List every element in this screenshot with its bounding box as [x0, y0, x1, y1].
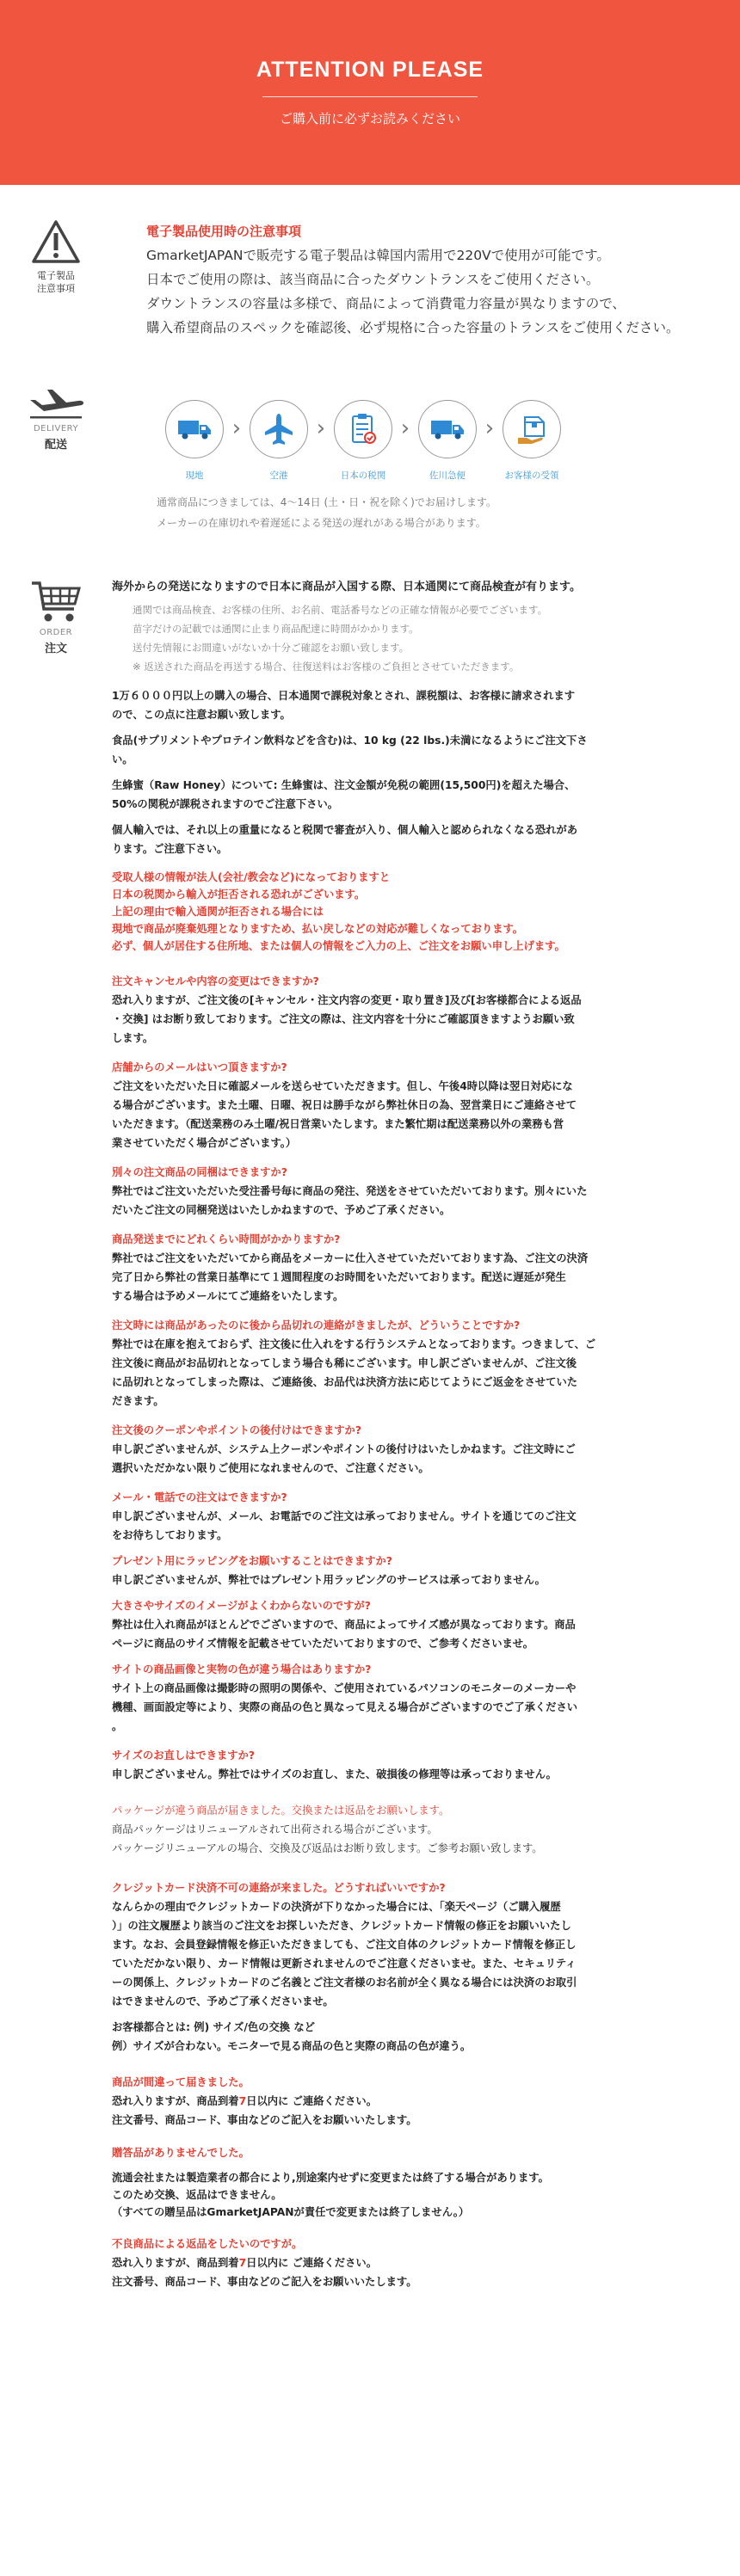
- faq-question: パッケージが違う商品が届きました。交換または返品をお願いします。: [112, 1804, 450, 1817]
- delivery-step-label: 佐川急便: [429, 470, 466, 481]
- faq-item: [112, 1552, 723, 1589]
- electrical-content: [112, 219, 740, 366]
- faq-question: サイズのお直しはできますか?: [112, 1749, 256, 1761]
- faq-question: 大きさやサイズのイメージがよくわからないのですが?: [112, 1600, 371, 1612]
- airplane-icon: [250, 400, 308, 458]
- faq-answer: 申し訳ございません。弊社ではサイズのお直し、また、破損後の修理等は承っておりません。: [112, 1768, 557, 1780]
- shopping-cart-icon: [29, 580, 83, 624]
- delivery-step: [413, 400, 482, 482]
- faq-item: [112, 1230, 723, 1306]
- faq-item-credit-card: [112, 1878, 723, 2056]
- order-intro: 海外からの発送になりますので日本に商品が入国する際、日本通関にて商品検査が有ります。: [112, 581, 581, 593]
- order-intro-notes: 通関では商品検査、お客様の住所、お名前、電話番号などの正確な情報が必要でございます。 苗字だけの記載では通関に止まり商品配達に時間がかかります。 送付先情報にお間違いがないか十分ご確認をお願い致します。 ※ 返送された商品を再送する場合、往復送料はお客様のご負担とさせていただきます。: [133, 604, 548, 673]
- faq-question: 不良商品による返品をしたいのですが。: [112, 2238, 303, 2250]
- truck-icon: [418, 400, 477, 458]
- faq-answer: 弊社ではご注文いただいた受注番号毎に商品の発注、発送をさせていただいております。別々にいた だいたご注文の同梱発送はいたしかねますので、予めご了承ください。: [112, 1185, 588, 1216]
- honey-note: 生蜂蜜（Raw Honey）について: 生蜂蜜は、注文金額が免税の範囲(15,500円)を超えた場合、 50%の関税が課税されますのでご注意下さい。: [112, 779, 576, 810]
- faq-answer: 注文番号、商品コード、事由などのご記入をお願いいたします。: [112, 2114, 417, 2126]
- faq-answer: なんらかの理由でクレジットカードの決済が下りなかった場合には、「楽天ページ（ご購入履歴 ）」の注文履歴より該当のご注文をお探しいただき、クレジットカード情報の修正をお願いいたし ます。なお、会員登録情報を修正いただきましても、ご注文自体のクレジットカード情報を修正し ていただかない限り、カード情報は更新されませんのでご注意くださいませ。また、セキュリティ ーの関係上、クレジットカードのご名義とご注文者様のお名前が全く異なる場合には決済のお取引 はできませんので、予めご了承くださいませ。: [112, 1901, 577, 2007]
- faq-answer: 注文番号、商品コード、事由などのご記入をお願いいたします。: [112, 2276, 417, 2288]
- faq-item-no-gift: [112, 2143, 723, 2221]
- faq-answer: 申し訳ございませんが、弊社ではプレゼント用ラッピングのサービスは承っておりません。: [112, 1574, 546, 1586]
- faq-answer: 弊社ではご注文をいただいてから商品をメーカーに仕入させていただいております為、ご注文の決済 完了日から弊社の営業日基準にて１週間程度のお時間をいただいております。配送に遅延が発生 する場合は予めメールにてご連絡をいたします。: [112, 1252, 589, 1302]
- faq-question: プレゼント用にラッピングをお願いすることはできますか?: [112, 1555, 392, 1567]
- order-caption-block: [0, 578, 112, 2291]
- order-content: [112, 578, 740, 2291]
- faq-answer: 申し訳ございませんが、システム上クーポンやポイントの後付けはいたしかねます。ご注文時にご 選択いただかない限りご使用になれませんので、ご注意ください。: [112, 1443, 576, 1474]
- delivery-section: [0, 374, 740, 550]
- faq-item-package: [112, 1801, 723, 1858]
- faq-item: [112, 1058, 723, 1153]
- airplane-icon: [25, 384, 87, 421]
- delivery-step-label: お客様の受領: [504, 470, 559, 481]
- order-section: [0, 578, 740, 2291]
- faq-answer: サイト上の商品画像は撮影時の照明の関係や、ご使用されているパソコンのモニターのメーカーや 機種、画面設定等により、実際の商品の色と異なって見える場合がございますのでご了承ください 。: [112, 1682, 578, 1732]
- delivery-step: [160, 400, 229, 482]
- delivery-step-label: 現地: [185, 470, 204, 481]
- electrical-caption-block: [0, 219, 112, 366]
- delivery-caption-block: [0, 374, 112, 550]
- faq-answer: 恐れ入りますが、ご注文後の[キャンセル・注文内容の変更・取り置き]及び[お客様都合による返品 ・交換] はお断り致しております。ご注文の際は、注文内容を十分にご確認頂きますようお願い致 します。: [112, 994, 582, 1044]
- order-caption-en: ORDER: [39, 628, 73, 637]
- faq-question: 別々の注文商品の同梱はできますか?: [112, 1166, 287, 1178]
- delivery-step: [329, 400, 398, 482]
- faq-question: サイトの商品画像と実物の色が違う場合はありますか?: [112, 1663, 372, 1675]
- faq-question: 商品が間違って届きました。: [112, 2076, 250, 2088]
- chevron-right-icon: ›: [316, 415, 326, 441]
- faq-item-defect: [112, 2235, 723, 2291]
- chevron-right-icon: ›: [484, 415, 495, 441]
- faq-answer: 恐れ入りますが、商品到着7日以内に ご連絡ください。: [112, 2095, 377, 2107]
- electrical-line: 日本でご使用の際は、該当商品に合ったダウントランスをご使用ください。: [146, 272, 600, 287]
- faq-question: 注文キャンセルや内容の変更はできますか?: [112, 975, 319, 987]
- faq-item-wrong-item: [112, 2073, 723, 2130]
- food-note: 食品(サプリメントやプロテイン飲料などを含む)は、10 kg (22 lbs.)未満になるようにご注文下さ い。: [112, 735, 588, 765]
- faq-answer: 恐れ入りますが、商品到着7日以内に ご連絡ください。: [112, 2257, 377, 2269]
- banner-divider: [262, 96, 478, 97]
- electrical-line: ダウントランスの容量は多様で、商品によって消費電力容量が異なりますので、: [146, 296, 626, 311]
- faq-question: 贈答品がありませんでした。: [112, 2147, 250, 2159]
- electrical-section: [0, 219, 740, 366]
- delivery-content: [112, 374, 740, 550]
- personal-import-note: 個人輸入では、それ以上の重量になると税関で審査が入り、個人輸入と認められなくなる恐れがあ ります。ご注意下さい。: [112, 824, 578, 855]
- attention-banner: [0, 0, 740, 185]
- order-caption-jp: 注文: [44, 642, 67, 655]
- truck-icon: [165, 400, 224, 458]
- electrical-caption: 電子製品 注意事項: [37, 270, 75, 294]
- delivery-step: [497, 400, 566, 482]
- faq-item: [112, 1596, 723, 1653]
- electrical-line: GmarketJAPANで販売する電子製品は韓国内需用で220Vで使用が可能です。: [146, 248, 610, 263]
- chevron-right-icon: ›: [231, 415, 242, 441]
- faq-question: メール・電話での注文はできますか?: [112, 1491, 287, 1503]
- delivery-caption-jp: 配送: [44, 439, 67, 452]
- faq-item: [112, 972, 723, 1048]
- electrical-line: 購入希望商品のスペックを確認後、必ず規格に合った容量のトランスをご使用ください。: [146, 320, 680, 335]
- delivery-step: [244, 400, 313, 482]
- delivery-steps: [160, 400, 723, 482]
- duty-note: 1万６０００円以上の購入の場合、日本通関で課税対象とされ、課税額は、お客様に請求されます ので、この点に注意お願い致します。: [112, 690, 576, 721]
- delivery-step-label: 空港: [269, 470, 288, 481]
- faq-item: [112, 1316, 723, 1411]
- delivery-step-label: 日本の税関: [340, 470, 386, 481]
- chevron-right-icon: ›: [400, 415, 410, 441]
- banner-title: ATTENTION PLEASE: [256, 58, 484, 82]
- banner-subtitle: ご購入前に必ずお読みください: [279, 111, 460, 126]
- faq-answer: 弊社は仕入れ商品がほとんどでございますので、商品によってサイズ感が異なっております。商品 ページに商品のサイズ情報を記載させていただいておりますので、ご参考くださいませ。: [112, 1619, 576, 1650]
- faq-answer: ご注文をいただいた日に確認メールを送らせていただきます。但し、午後4時以降は翌日対応にな る場合がございます。また土曜、日曜、祝日は勝手ながら弊社休日の為、翌営業日にご連絡させて いただきます。（配送業務のみ土曜/祝日営業いたします。また繁忙期は配送業務以外の業務も営 業させていただく場合がございます。）: [112, 1080, 577, 1149]
- faq-question: クレジットカード決済不可の連絡が来ました。どうすればいいですか?: [112, 1882, 446, 1894]
- warning-triangle-icon: [31, 219, 81, 264]
- faq-question: 注文時には商品があったのに後から品切れの連絡がきましたが、どういうことですか?: [112, 1319, 521, 1331]
- faq-answer: 商品パッケージはリニューアルされて出荷される場合がございます。 パッケージリニューアルの場合、交換及び返品はお断り致します。ご参考お願い致します。: [112, 1823, 543, 1854]
- delivery-caption-en: DELIVERY: [33, 424, 79, 433]
- faq-question: 注文後のクーポンやポイントの後付けはできますか?: [112, 1424, 361, 1436]
- faq-answer: 弊社では在庫を抱えておらず、注文後に仕入れをする行うシステムとなっております。つきまして、ご 注文後に商品がお品切れとなってしまう場合も稀にございます。申し訳ございませんが、ご注文後 に品切れとなってしまった際は、ご連絡後、お品代は決済方法に応じてようにご返金をさせていた だきます。: [112, 1338, 596, 1407]
- faq-question: 店舗からのメールはいつ頂きますか?: [112, 1061, 287, 1073]
- faq-answer: 申し訳ございませんが、メール、お電話でのご注文は承っておりません。サイトを通じてのご注文 をお待ちしております。: [112, 1510, 577, 1541]
- electrical-heading: 電子製品使用時の注意事項: [146, 224, 302, 239]
- faq-item: [112, 1746, 723, 1784]
- faq-question: 商品発送までにどれくらい時間がかかりますか?: [112, 1233, 341, 1245]
- recipient-warning: 受取人様の情報が法人(会社/教会など)になっておりますと 日本の税関から輸入が拒否される恐れがございます。 上記の理由で輸入通関が拒否される場合には 現地で商品が廃棄処理となりますため、払い戻しなどの対応が難しくなっております。 必ず、個人が居住する住所地、または個人の情報をご入力の上、ご注文をお願い申し上げます。: [112, 871, 565, 952]
- faq-answer: 流通会社または製造業者の都合により,別途案内せずに変更または終了する場合があります。 このため交換、返品はできません。 （すべての贈呈品はGmarketJAPANが責任で変更または終了しません。）: [112, 2172, 549, 2218]
- faq-item: [112, 1163, 723, 1220]
- delivery-notes: 通常商品につきましては、4～14日 (土・日・祝を除く)でお届けします。 メーカーの在庫切れや着遅延による発送の遅れがある場合があります。: [157, 496, 496, 529]
- faq-item: [112, 1421, 723, 1478]
- customs-clipboard-icon: [334, 400, 392, 458]
- package-receive-icon: [503, 400, 561, 458]
- faq-item: [112, 1660, 723, 1736]
- customer-reason-examples: お客様都合とは: 例) サイズ/色の交換 など 例）サイズが合わない。モニターで見る商品の色と実際の商品の色が違う。: [112, 2021, 472, 2052]
- faq-item: [112, 1488, 723, 1545]
